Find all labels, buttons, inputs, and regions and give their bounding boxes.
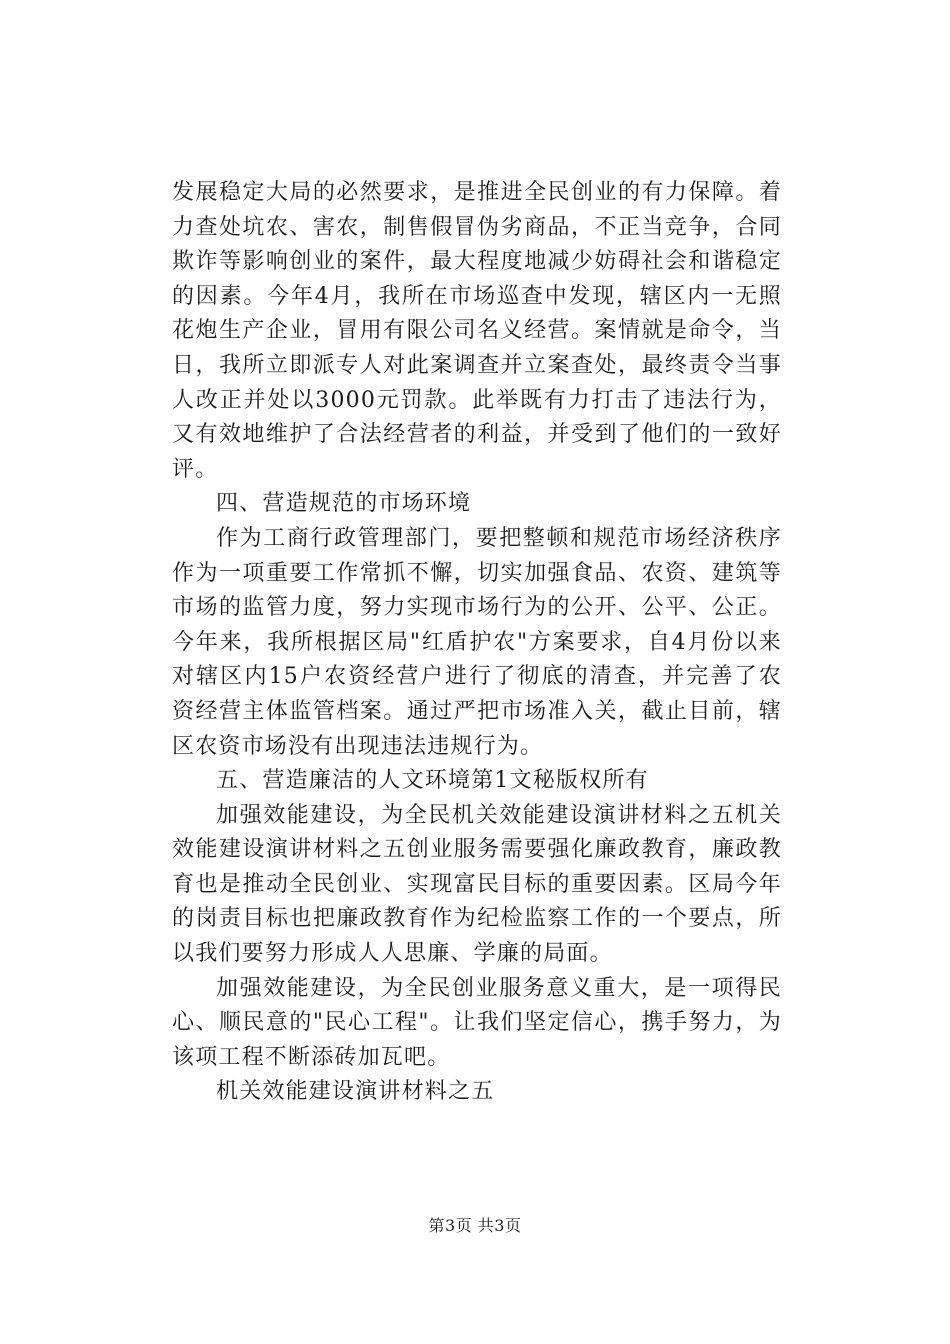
document-title-line: 机关效能建设演讲材料之五 — [216, 1079, 495, 1105]
paragraph-conclusion: 加强效能建设，为全民创业服务意义重大，是一项得民心、顺民意的"民心工程"。让我们坚定信心，携手努力，为该项工程不断添砖加瓦吧。 — [172, 975, 782, 1070]
section-heading-market-environment: 四、营造规范的市场环境 — [216, 491, 472, 517]
paragraph-integrity-education: 加强效能建设，为全民机关效能建设演讲材料之五机关效能建设演讲材料之五创业服务需要强化廉政教育，廉政教育也是推动全民创业、实现富民目标的重要因素。区局今年的岗责目标也把廉政教育作为纪检监察工作的一个要点，所以我们要努力形成人人思廉、学廉的局面。 — [172, 802, 782, 967]
paragraph-market-regulation: 作为工商行政管理部门，要把整顿和规范市场经济秩序作为一项重要工作常抓不懈，切实加强食品、农资、建筑等市场的监管力度，努力实现市场行为的公开、公平、公正。今年来，我所根据区局"红盾护农"方案要求，自4月份以来对辖区内15户农资经营户进行了彻底的清查，并完善了农资经营主体监管档案。通过严把市场准入关，截止目前，辖区农资市场没有出现违法违规行为。 — [172, 525, 782, 759]
paragraph-continuation: 发展稳定大局的必然要求，是推进全民创业的有力保障。着力查处坑农、害农，制售假冒伪劣商品，不正当竞争，合同欺诈等影响创业的案件，最大程度地减少妨碍社会和谐稳定的因素。今年4月，我所在市场巡查中发现，辖区内一无照花炮生产企业，冒用有限公司名义经营。案情就是命令，当日，我所立即派专人对此案调查并立案查处，最终责令当事人改正并处以3000元罚款。此举既有力打击了违法行为，又有效地维护了合法经营者的利益，并受到了他们的一致好评。 — [172, 180, 782, 482]
section-heading-clean-environment: 五、营造廉洁的人文环境第1文秘版权所有 — [216, 768, 649, 794]
page-number-footer: 第3页 共3页 — [428, 1216, 522, 1235]
document-body — [172, 176, 782, 1110]
